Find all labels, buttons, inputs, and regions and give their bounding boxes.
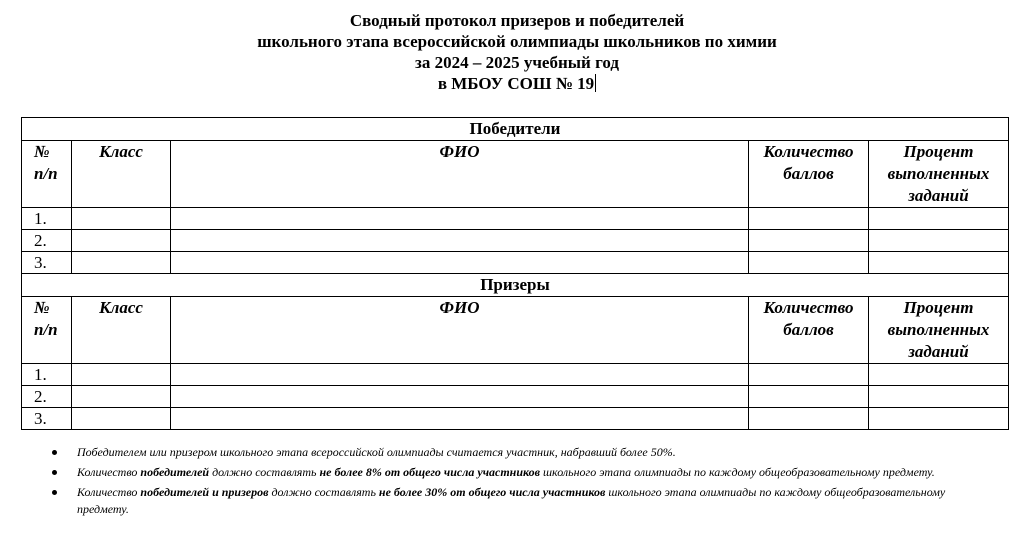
col-header-number xyxy=(22,297,72,364)
col-header-fio-line-1: ФИО xyxy=(439,298,480,317)
note-text: Количество xyxy=(77,485,141,499)
fio-cell[interactable] xyxy=(171,208,749,230)
class-cell[interactable] xyxy=(72,208,171,230)
class-cell[interactable] xyxy=(72,386,171,408)
col-header-fio xyxy=(171,297,749,364)
col-header-fio xyxy=(171,141,749,208)
percent-cell[interactable] xyxy=(869,230,1009,252)
school-name: в МБОУ СОШ № 19 xyxy=(437,74,595,93)
class-cell[interactable] xyxy=(72,408,171,430)
score-cell[interactable] xyxy=(749,386,869,408)
fio-cell[interactable] xyxy=(171,252,749,274)
class-cell[interactable] xyxy=(72,364,171,386)
col-header-percent-line-1: Процент xyxy=(903,298,974,317)
class-cell[interactable] xyxy=(72,252,171,274)
percent-cell[interactable] xyxy=(869,208,1009,230)
col-header-class-line-1: Класс xyxy=(99,142,143,161)
note-text: школьного этапа олимпиады по каждому общеобразовательному предмету. xyxy=(77,485,946,516)
note-text: должно составлять xyxy=(268,485,379,499)
percent-cell[interactable] xyxy=(869,386,1009,408)
col-header-number xyxy=(22,141,72,208)
results-table-body xyxy=(22,118,1009,430)
fio-cell[interactable] xyxy=(171,386,749,408)
col-header-score-line-1: Количество xyxy=(763,142,854,161)
winners-section-header xyxy=(22,118,1009,141)
title-line-2: школьного этапа всероссийской олимпиады школьников по химии xyxy=(257,32,777,51)
note-text: Победителем или призером школьного этапа всероссийской олимпиады считается участник, набравший более 50%. xyxy=(77,445,676,459)
note-text: школьного этапа олимпиады по каждому общеобразовательному предмету. xyxy=(539,465,935,479)
percent-cell[interactable] xyxy=(869,408,1009,430)
col-header-number-line-2: п/п xyxy=(34,320,58,339)
col-header-percent xyxy=(869,141,1009,208)
score-cell[interactable] xyxy=(749,252,869,274)
winners-column-headers xyxy=(22,141,1009,208)
notes-list xyxy=(52,444,992,521)
results-table xyxy=(21,117,1009,430)
document-title xyxy=(0,10,1034,94)
row-number: 2. xyxy=(22,230,72,252)
table-row xyxy=(22,252,1009,274)
prizewinners-section-header xyxy=(22,274,1009,297)
note-text: Количество xyxy=(77,465,141,479)
prizewinners-column-headers xyxy=(22,297,1009,364)
table-row xyxy=(22,408,1009,430)
col-header-score xyxy=(749,297,869,364)
col-header-number-line-1: № xyxy=(34,142,50,161)
note-item xyxy=(52,444,992,461)
note-item xyxy=(52,464,992,481)
title-line-1: Сводный протокол призеров и победителей xyxy=(349,11,685,30)
prizewinners-section-title: Призеры xyxy=(22,274,1009,297)
fio-cell[interactable] xyxy=(171,364,749,386)
fio-cell[interactable] xyxy=(171,408,749,430)
col-header-percent-line-2: выполненных xyxy=(887,164,990,183)
col-header-percent xyxy=(869,297,1009,364)
score-cell[interactable] xyxy=(749,208,869,230)
col-header-class xyxy=(72,141,171,208)
percent-cell[interactable] xyxy=(869,252,1009,274)
note-emphasis: победителей xyxy=(140,465,210,479)
col-header-class-line-1: Класс xyxy=(99,298,143,317)
score-cell[interactable] xyxy=(749,364,869,386)
col-header-number-line-2: п/п xyxy=(34,164,58,183)
col-header-number-line-1: № xyxy=(34,298,50,317)
note-emphasis: не более 8% от общего числа участников xyxy=(319,465,540,479)
col-header-score-line-2: баллов xyxy=(783,320,834,339)
col-header-class xyxy=(72,297,171,364)
row-number: 1. xyxy=(22,364,72,386)
col-header-percent-line-2: выполненных xyxy=(887,320,990,339)
note-item xyxy=(52,484,992,518)
col-header-fio-line-1: ФИО xyxy=(439,142,480,161)
row-number: 2. xyxy=(22,386,72,408)
note-text: должно составлять xyxy=(209,465,320,479)
table-row xyxy=(22,364,1009,386)
col-header-percent-line-1: Процент xyxy=(903,142,974,161)
col-header-score-line-1: Количество xyxy=(763,298,854,317)
table-row xyxy=(22,386,1009,408)
row-number: 3. xyxy=(22,408,72,430)
score-cell[interactable] xyxy=(749,408,869,430)
title-line-4 xyxy=(0,73,1034,94)
col-header-score xyxy=(749,141,869,208)
percent-cell[interactable] xyxy=(869,364,1009,386)
col-header-percent-line-3: заданий xyxy=(908,186,969,205)
row-number: 3. xyxy=(22,252,72,274)
fio-cell[interactable] xyxy=(171,230,749,252)
col-header-score-line-2: баллов xyxy=(783,164,834,183)
class-cell[interactable] xyxy=(72,230,171,252)
table-row xyxy=(22,208,1009,230)
title-line-3: за 2024 – 2025 учебный год xyxy=(415,53,619,72)
text-cursor xyxy=(595,74,596,92)
score-cell[interactable] xyxy=(749,230,869,252)
note-emphasis: победителей и призеров xyxy=(140,485,269,499)
winners-section-title: Победители xyxy=(22,118,1009,141)
col-header-percent-line-3: заданий xyxy=(908,342,969,361)
row-number: 1. xyxy=(22,208,72,230)
note-emphasis: не более 30% от общего числа участников xyxy=(378,485,606,499)
table-row xyxy=(22,230,1009,252)
